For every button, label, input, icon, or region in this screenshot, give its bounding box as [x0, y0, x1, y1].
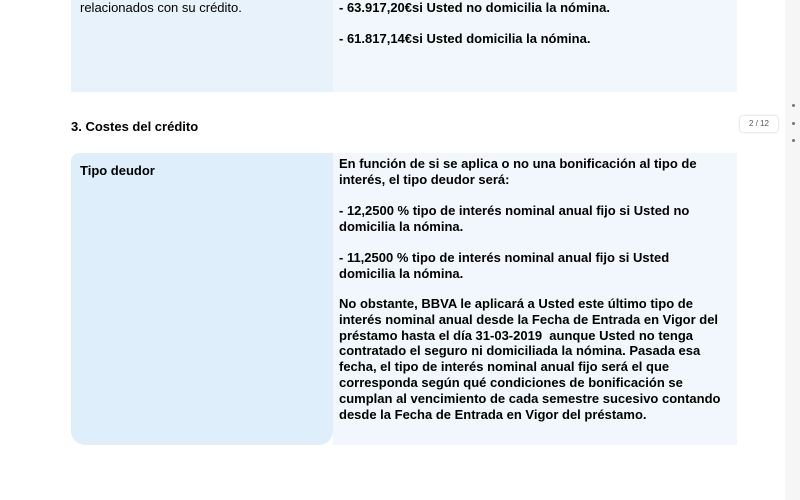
dot-icon: [792, 122, 795, 125]
costes-table-label-cell: [71, 153, 333, 445]
vertical-dots-icon[interactable]: [791, 104, 795, 142]
costes-paragraph-4: No obstante, BBVA le aplicará a Usted este último tipo de interés nominal anual desde la Fecha de Entrada en Vigor del préstamo hasta el día 31-03-2019 aunque Usted no tenga contratado el seguro ni domiciliada la nómina. Pasada esa fecha, el tipo de interés nominal anual fijo será el que corresponda según qué condiciones de bonificación se cumplan al vencimiento de cada semestre sucesivo contando desde la Fecha de Entrada en Vigor del préstamo.: [339, 296, 725, 422]
scrollbar[interactable]: [785, 0, 800, 500]
costes-paragraph-2: - 12,2500 % tipo de interés nominal anual fijo si Usted no domicilia la nómina.: [339, 203, 693, 234]
dot-icon: [792, 139, 795, 142]
page-indicator: 2 / 12: [740, 116, 778, 132]
costes-paragraph-3: - 11,2500 % tipo de interés nominal anual fijo si Usted domicilia la nómina.: [339, 250, 673, 281]
dot-icon: [792, 104, 795, 107]
section-heading: 3. Costes del crédito: [71, 119, 199, 134]
top-table-right-line-2: - 61.817,14€si Usted domicilia la nómina.: [339, 31, 591, 46]
top-table-right-line-1: - 63.917,20€si Usted no domicilia la nómina.: [339, 0, 610, 15]
costes-paragraph-1: En función de si se aplica o no una bonificación al tipo de interés, el tipo deudor será:: [339, 156, 701, 187]
top-table-left-text: relacionados con su crédito.: [80, 0, 242, 15]
tipo-deudor-label: Tipo deudor: [80, 163, 155, 178]
